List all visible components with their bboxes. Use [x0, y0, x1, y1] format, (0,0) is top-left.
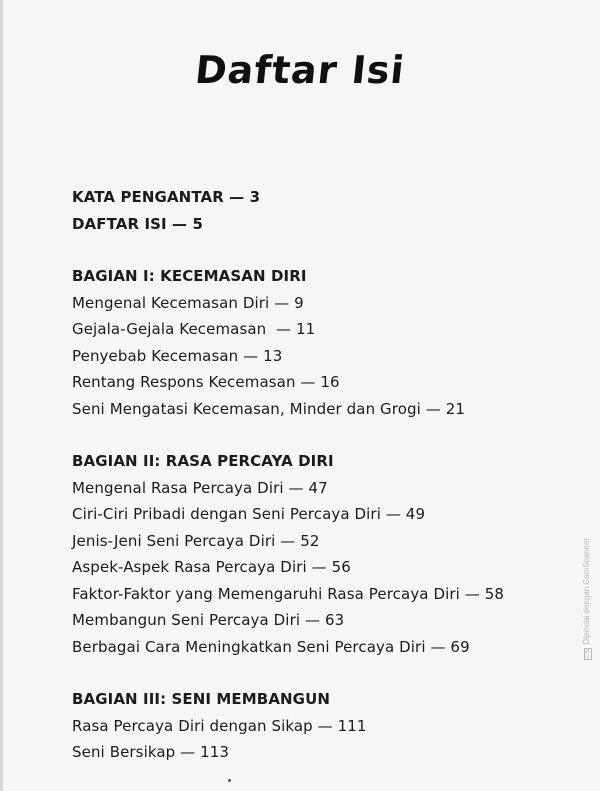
toc-entry: Faktor-Faktor yang Memengaruhi Rasa Percaya Diri — 58 [72, 584, 505, 603]
toc-entry: Berbagai Cara Meningkatkan Seni Percaya Diri — 69 [72, 637, 470, 656]
section-heading-bagian-1: BAGIAN I: KECEMASAN DIRI [72, 267, 307, 285]
section-heading-bagian-2: BAGIAN II: RASA PERCAYA DIRI [72, 452, 334, 470]
page-edge [0, 0, 3, 791]
toc-entry: Rentang Respons Kecemasan — 16 [72, 373, 340, 391]
table-of-contents [72, 184, 572, 766]
toc-entry: Seni Bersikap — 113 [72, 743, 230, 761]
scanner-watermark [582, 538, 592, 660]
toc-entry: Aspek-Aspek Rasa Percaya Diri — 56 [72, 558, 351, 576]
toc-entry: Membangun Seni Percaya Diri — 63 [72, 611, 345, 629]
toc-entry: Mengenal Rasa Percaya Diri — 47 [72, 478, 328, 497]
section-heading-bagian-3: BAGIAN III: SENI MEMBANGUN [72, 690, 331, 708]
toc-entry: Seni Mengatasi Kecemasan, Minder dan Grogi — 21 [72, 399, 465, 418]
toc-entry-kata-pengantar: KATA PENGANTAR — 3 [72, 188, 261, 206]
speck [228, 779, 231, 782]
camscanner-logo-icon: CS [585, 649, 591, 658]
toc-entry-daftar-isi: DAFTAR ISI — 5 [72, 214, 204, 233]
toc-entry: Gejala-Gejala Kecemasan — 11 [72, 320, 316, 338]
toc-entry: Rasa Percaya Diri dengan Sikap — 111 [72, 716, 367, 735]
toc-entry: Jenis-Jeni Seni Percaya Diri — 52 [72, 531, 320, 550]
watermark-text: Dipindai dengan CamScanner [582, 537, 591, 645]
toc-entry: Penyebab Kecemasan — 13 [72, 346, 283, 365]
toc-entry: Mengenal Kecemasan Diri — 9 [72, 293, 304, 312]
toc-entry: Ciri-Ciri Pribadi dengan Seni Percaya Diri — 49 [72, 505, 426, 523]
page-title: Daftar Isi [193, 48, 407, 92]
